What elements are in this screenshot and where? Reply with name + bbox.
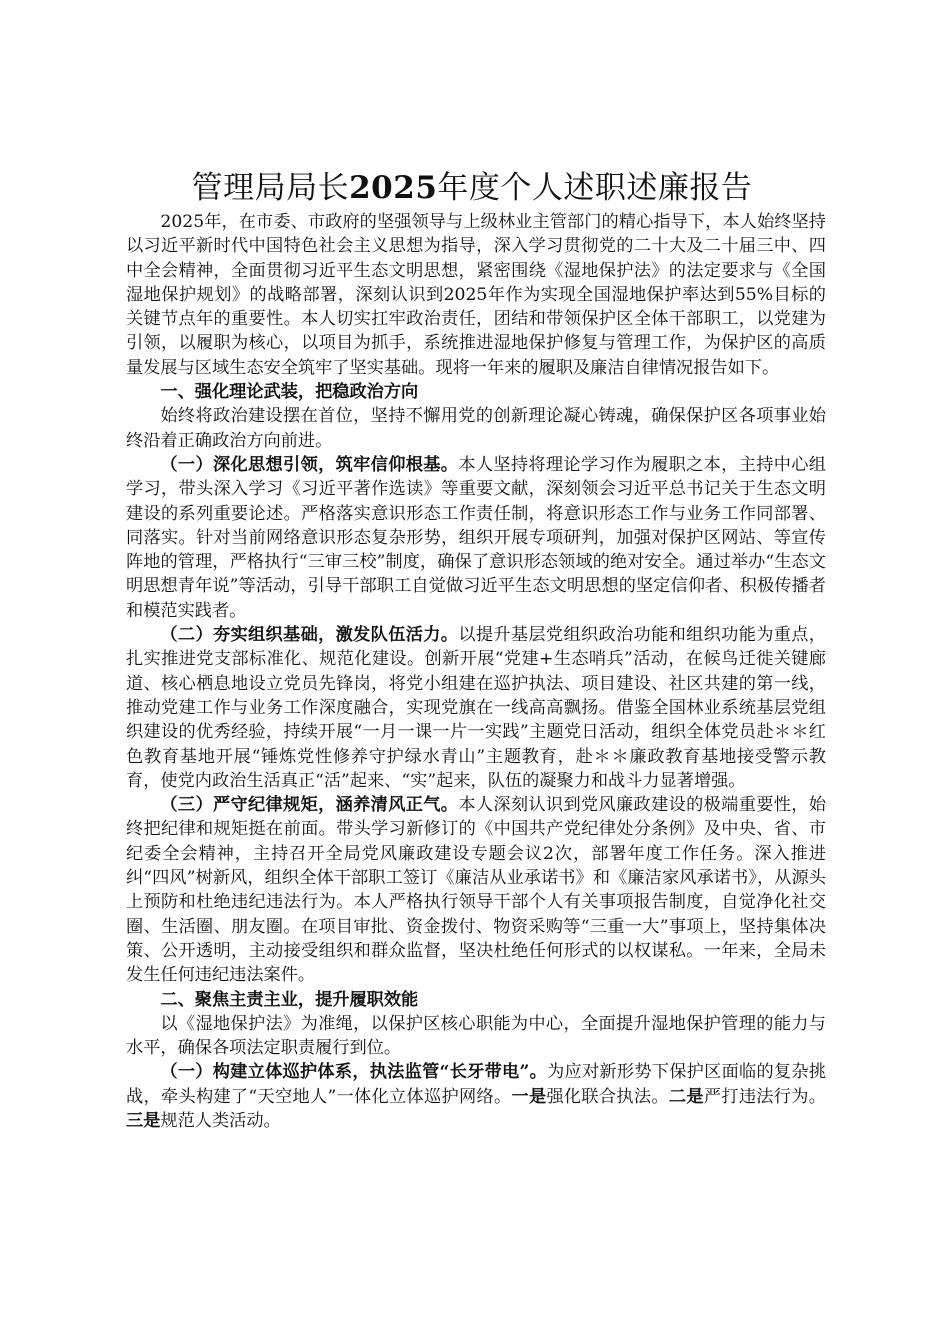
section2-item1-k2: 二是	[668, 1086, 704, 1107]
section1-intro: 始终将政治建设摆在首位，坚持不懈用党的创新理论凝心铸魂，确保保护区各项事业始终沿着正确政治方向前进。	[126, 406, 826, 451]
section1-item3	[126, 793, 826, 987]
section2-item1-t2: 严打违法行为。	[703, 1086, 826, 1107]
section1-item2-lead: （二）夯实组织基础，激发队伍活力。	[160, 625, 459, 646]
section1-heading: 一、强化理论武装，把稳政治方向	[160, 382, 419, 403]
title-year: 2025	[349, 170, 438, 206]
document-title	[118, 168, 826, 208]
section2-item1	[126, 1060, 826, 1133]
section2-item1-k1: 一是	[511, 1086, 547, 1107]
title-pre: 管理局局长	[191, 170, 350, 206]
document-page	[126, 168, 826, 1133]
title-post: 年度个人述职述廉报告	[437, 170, 753, 206]
section2-item1-t1: 强化联合执法。	[546, 1086, 669, 1107]
section1-item3-text: 本人深刻认识到党风廉政建设的极端重要性，始终把纪律和规矩挺在前面。带头学习新修订的《中国共产党纪律处分条例》及中央、省、市纪委全会精神，主持召开全局党风廉政建设专题会议2次，部署年度工作任务。深入推进纠“四风”树新风，组织全体干部职工签订《廉洁从业承诺书》和《廉洁家风承诺书》，从源头上预防和杜绝违纪违法行为。本人严格执行领导干部个人有关事项报告制度，自觉净化社交圈、生活圈、朋友圈。在项目审批、资金拨付、物资采购等“三重一大”事项上，坚持集体决策、公开透明，主动接受组织和群众监督，坚决杜绝任何形式的以权谋私。一年来，全局未发生任何违纪违法案件。	[126, 795, 826, 986]
section1-item2	[126, 623, 826, 793]
section1-item1-text: 本人坚持将理论学习作为履职之本，主持中心组学习，带头深入学习《习近平著作选读》等重要文献，深刻领会习近平总书记关于生态文明建设的系列重要论述。严格落实意识形态工作责任制，将意识形态工作与业务工作同部署、同落实。针对当前网络意识形态复杂形势，组织开展专项研判，加强对保护区网站、等宣传阵地的管理，严格执行“三审三校”制度，确保了意识形态领域的绝对安全。通过举办“生态文明思想青年说”等活动，引导干部职工自觉做习近平生态文明思想的坚定信仰者、积极传播者和模范实践者。	[126, 454, 826, 621]
section1-item3-lead: （三）严守纪律规矩，涵养清风正气。	[160, 795, 459, 816]
section1-item1	[126, 453, 826, 623]
intro-paragraph: 2025年，在市委、市政府的坚强领导与上级林业主管部门的精心指导下，本人始终坚持以习近平新时代中国特色社会主义思想为指导，深入学习贯彻党的二十大及二十届三中、四中全会精神，全面贯彻习近平生态文明思想，紧密围绕《湿地保护法》的法定要求与《全国湿地保护规划》的战略部署，深刻认识到2025年作为实现全国湿地保护率达到55%目标的关键节点年的重要性。本人切实扛牢政治责任，团结和带领保护区全体干部职工，以党建为引领，以履职为核心，以项目为抓手，系统推进湿地保护修复与管理工作，为保护区的高质量发展与区域生态安全筑牢了坚实基础。现将一年来的履职及廉洁自律情况报告如下。	[126, 212, 826, 378]
section2-item1-k3: 三是	[126, 1110, 161, 1131]
section1-item2-text: 以提升基层党组织政治功能和组织功能为重点，扎实推进党支部标准化、规范化建设。创新开展“党建+生态哨兵”活动，在候鸟迁徙关键廊道、核心栖息地设立党员先锋岗，将党小组建在巡护执法、项目建设、社区共建的第一线，推动党建工作与业务工作深度融合，实现党旗在一线高高飘扬。借鉴全国林业系统基层党组织建设的优秀经验，持续开展“一月一课一片一实践”主题党日活动，组织全体党员赴＊＊红色教育基地开展“锤炼党性修养守护绿水青山”主题教育，赴＊＊廉政教育基地接受警示教育，使党内政治生活真正“活”起来、“实”起来，队伍的凝聚力和战斗力显著增强。	[126, 625, 826, 791]
section2-item1-lead: （一）构建立体巡护体系，执法监管“长牙带电”。	[160, 1062, 548, 1083]
section2-intro: 以《湿地保护法》为准绳，以保护区核心职能为中心，全面提升湿地保护管理的能力与水平，确保各项法定职责履行到位。	[126, 1013, 826, 1059]
section1-item1-lead: （一）深化思想引领，筑牢信仰根基。	[160, 454, 459, 475]
section2-item1-text: 为应对新形势下保护区面临的复杂挑战，牵头构建了“天空地人”一体化立体巡护网络。	[126, 1062, 826, 1107]
section2-heading: 二、聚焦主责主业，提升履职效能	[160, 989, 419, 1010]
section2-item1-t3: 规范人类活动。	[160, 1110, 281, 1131]
